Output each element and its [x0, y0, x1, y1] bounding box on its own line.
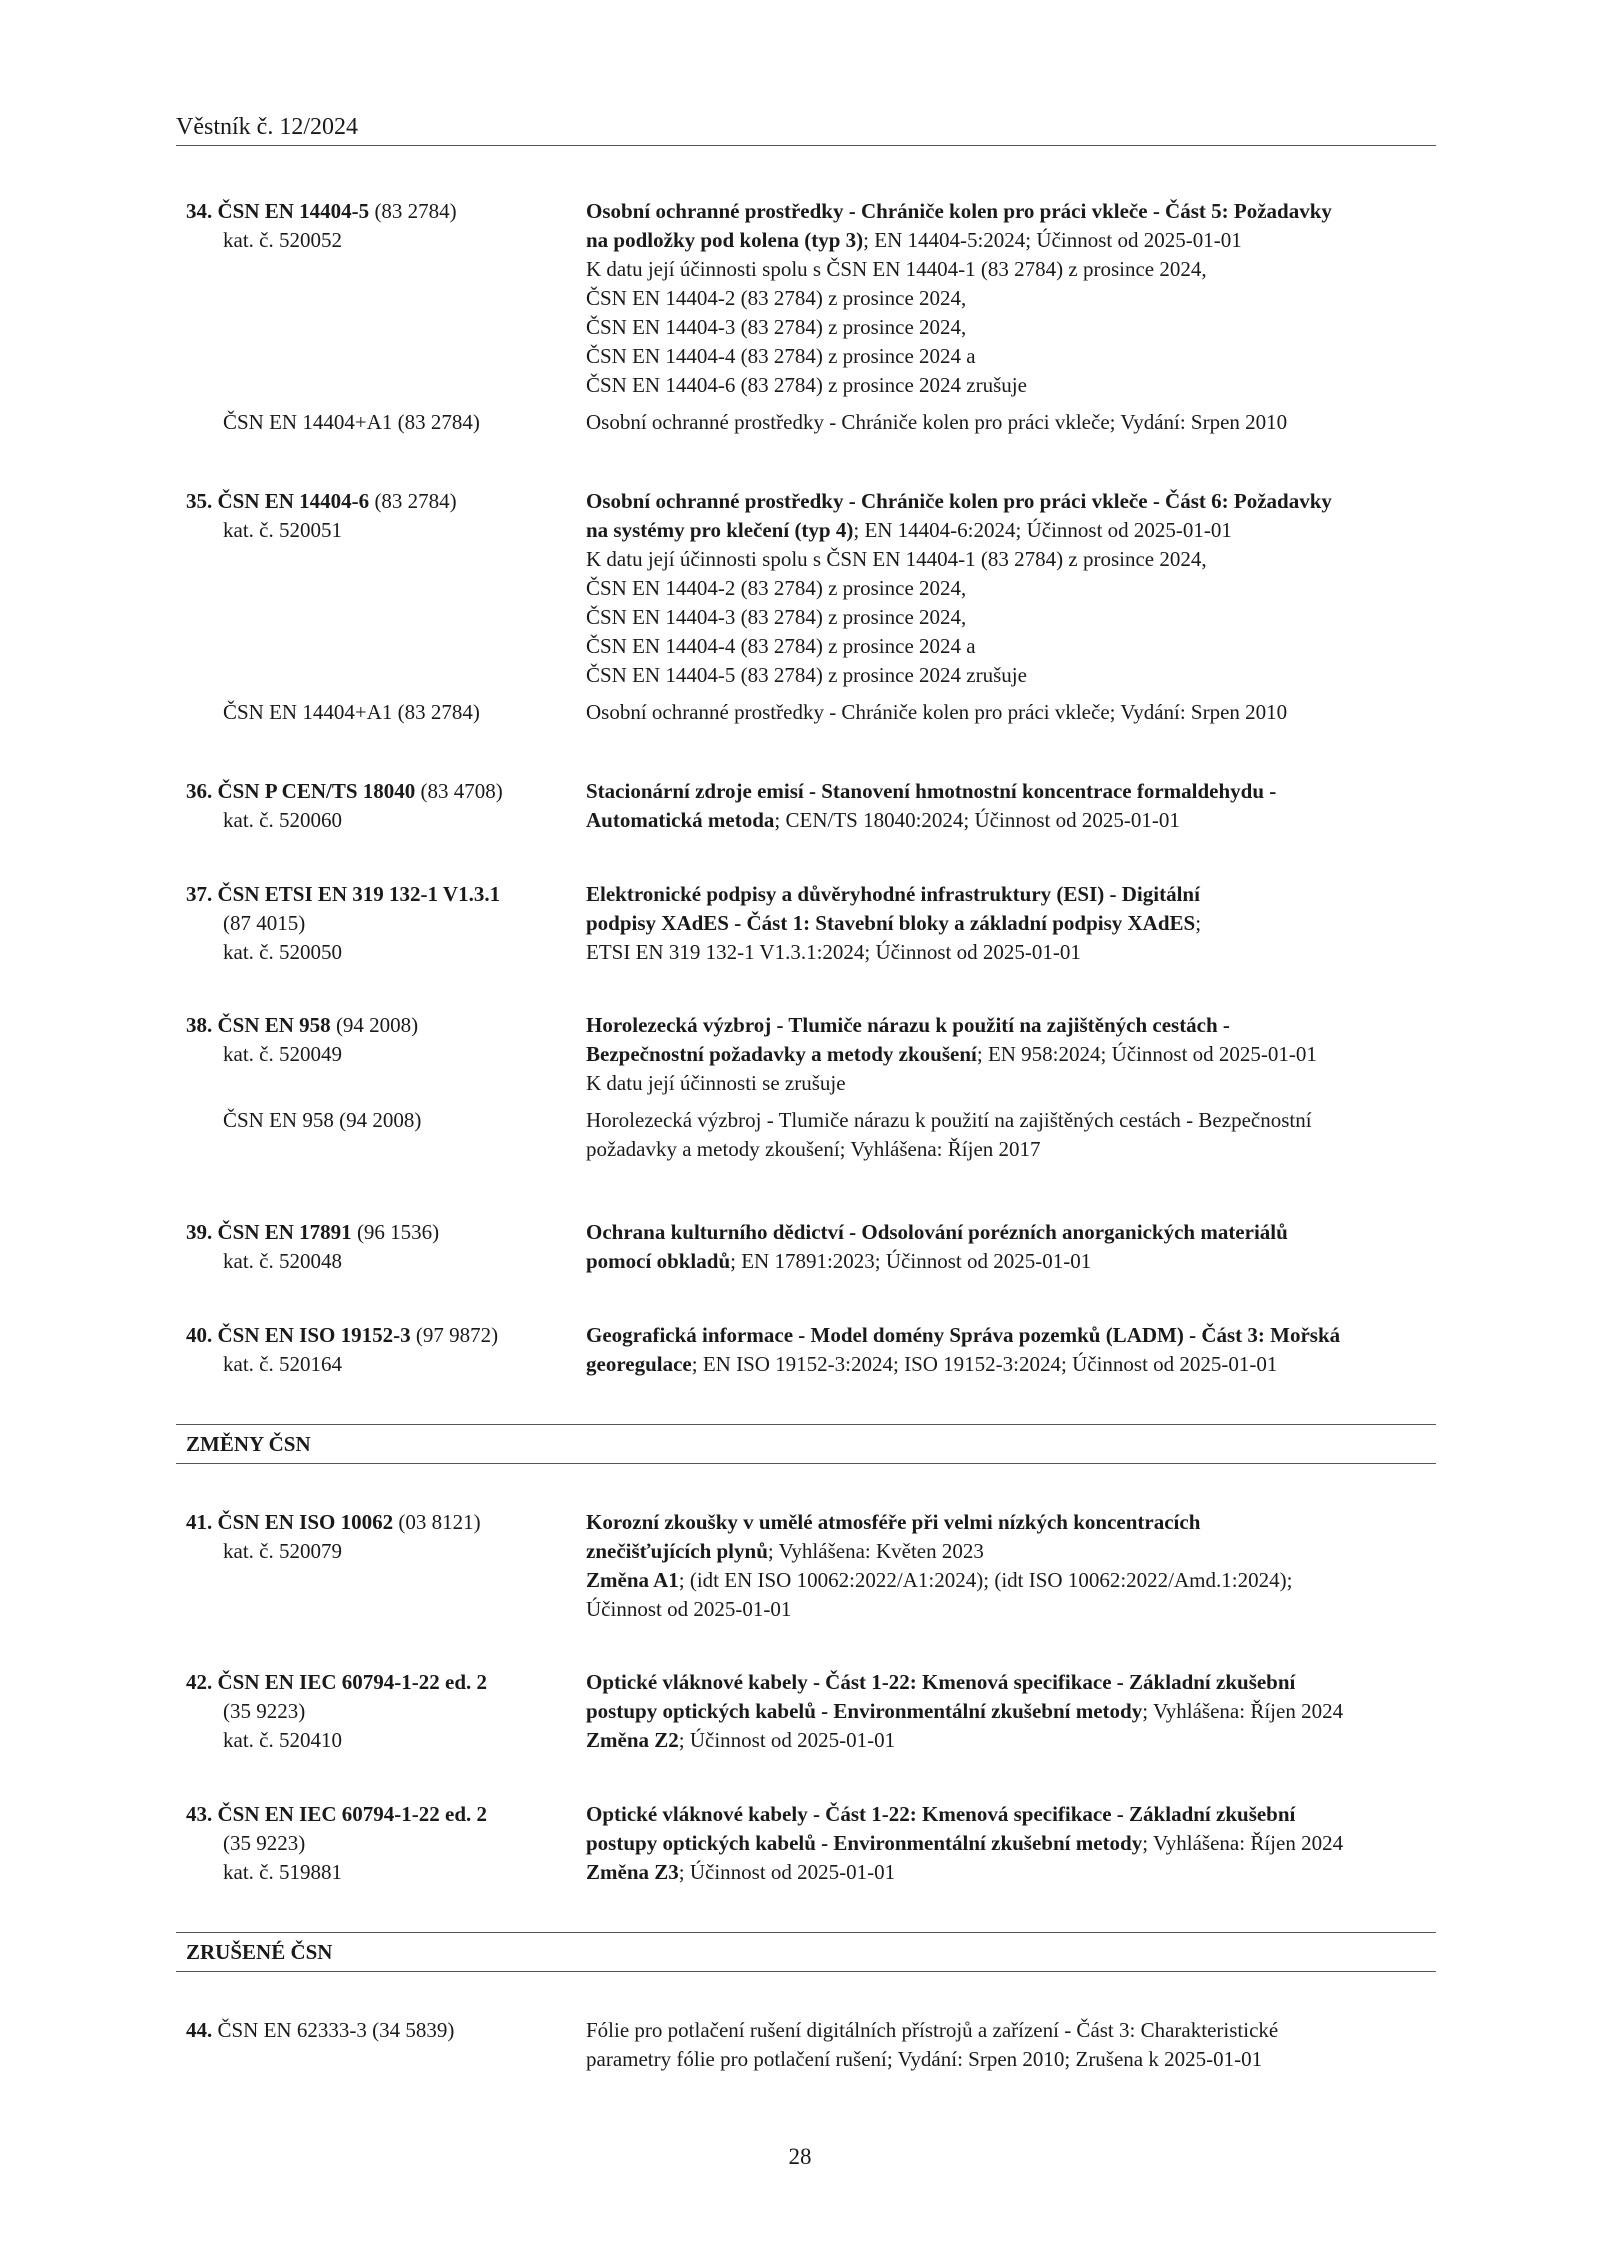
entry-description-column	[586, 1800, 1436, 1887]
description-line	[586, 603, 1436, 632]
replaced-standard-column	[186, 1106, 586, 1164]
standard-designation: ČSN EN ISO 19152-3	[217, 1323, 411, 1347]
entry-35	[186, 487, 1436, 727]
entry-description-column	[586, 880, 1436, 967]
replaced-standard: ČSN EN 14404+A1 (83 2784)	[223, 410, 480, 434]
replaced-standard-row	[186, 698, 1436, 727]
description-line	[586, 661, 1436, 690]
catalog-number: kat. č. 520079	[223, 1539, 342, 1563]
description-line	[586, 1011, 1436, 1040]
entry-description-column	[586, 487, 1436, 690]
description-text: Ochrana kulturního dědictví - Odsolování porézních anorganických materiálů	[586, 1220, 1288, 1244]
description-line	[586, 545, 1436, 574]
catalog-number: kat. č. 520049	[223, 1042, 342, 1066]
classification-code: (83 2784)	[369, 489, 457, 513]
entry-description-column	[586, 777, 1436, 835]
standard-designation: ČSN EN IEC 60794-1-22 ed. 2	[217, 1802, 488, 1826]
description-text: ; EN 17891:2023; Účinnost od 2025-01-01	[730, 1249, 1092, 1273]
replaced-standard-row	[186, 408, 1436, 437]
description-line	[586, 1508, 1436, 1537]
entry-number: 44.	[186, 2018, 218, 2042]
entry-number: 38.	[186, 1013, 218, 1037]
catalog-number: kat. č. 520164	[223, 1352, 342, 1376]
description-text: Účinnost od 2025-01-01	[586, 1597, 792, 1621]
description-text: ČSN EN 14404-5 (83 2784) z prosince 2024 zrušuje	[586, 663, 1027, 687]
description-line	[586, 1829, 1436, 1858]
description-line	[586, 197, 1436, 226]
entry-description-column	[586, 2016, 1436, 2074]
description-text: Změna Z3	[586, 1860, 679, 1884]
description-text: Korozní zkoušky v umělé atmosféře při velmi nízkých koncentracích	[586, 1510, 1201, 1534]
entry-number: 40.	[186, 1323, 218, 1347]
description-text: Osobní ochranné prostředky - Chrániče kolen pro práci vkleče - Část 5: Požadavky	[586, 199, 1332, 223]
description-text: ; (idt EN ISO 10062:2022/A1:2024); (idt ISO 10062:2022/Amd.1:2024);	[678, 1568, 1293, 1592]
description-text: georegulace	[586, 1352, 692, 1376]
description-text: Optické vláknové kabely - Část 1-22: Kmenová specifikace - Základní zkušební	[586, 1670, 1296, 1694]
standard-designation: ČSN EN ISO 10062	[217, 1510, 394, 1534]
description-line	[586, 255, 1436, 284]
catalog-number: kat. č. 520060	[223, 808, 342, 832]
replaced-description-column	[586, 1106, 1436, 1164]
entry-standard-column	[186, 1508, 586, 1624]
description-text: ČSN EN 14404-2 (83 2784) z prosince 2024,	[586, 286, 967, 310]
replaced-standard: ČSN EN 958 (94 2008)	[223, 1108, 422, 1132]
description-text: ETSI EN 319 132-1 V1.3.1:2024; Účinnost od 2025-01-01	[586, 940, 1081, 964]
description-line	[586, 1247, 1436, 1276]
entry-description-column	[586, 1668, 1436, 1755]
description-text: ČSN EN 14404-3 (83 2784) z prosince 2024,	[586, 315, 967, 339]
description-line	[586, 938, 1436, 967]
catalog-number: kat. č. 520048	[223, 1249, 342, 1273]
standard-heading	[186, 197, 586, 226]
catalog-number: kat. č. 520050	[223, 940, 342, 964]
standard-designation: ČSN EN 958	[217, 1013, 331, 1037]
description-line	[586, 342, 1436, 371]
description-line	[586, 1069, 1436, 1098]
entry-main-row	[186, 2016, 1436, 2074]
standard-heading	[186, 1800, 586, 1829]
description-line	[586, 1040, 1436, 1069]
entry-number: 35.	[186, 489, 218, 513]
page-header: Věstník č. 12/2024	[176, 114, 358, 140]
entry-44	[186, 2016, 1436, 2074]
replaced-description: požadavky a metody zkoušení; Vyhlášena: Říjen 2017	[586, 1137, 1041, 1161]
description-line	[586, 1321, 1436, 1350]
description-line	[586, 806, 1436, 835]
standard-heading	[186, 2016, 586, 2045]
section-cancelled: ZRUŠENÉ ČSN	[176, 1932, 1436, 1972]
entry-standard-column	[186, 487, 586, 690]
description-line	[586, 909, 1436, 938]
description-text: K datu její účinnosti se zrušuje	[586, 1071, 846, 1095]
standard-designation: ČSN EN 17891	[217, 1220, 352, 1244]
description-text: ;	[1195, 911, 1202, 935]
description-text: na podložky pod kolena (typ 3)	[586, 228, 864, 252]
entry-number: 39.	[186, 1220, 218, 1244]
standard-designation: ČSN EN 62333-3 (34 5839)	[217, 2018, 455, 2042]
standard-heading	[186, 1321, 586, 1350]
description-text: ČSN EN 14404-6 (83 2784) z prosince 2024 zrušuje	[586, 373, 1027, 397]
description-text: Změna Z2	[586, 1728, 679, 1752]
replaced-description-column	[586, 698, 1436, 727]
entry-36	[186, 777, 1436, 835]
entry-main-row	[186, 197, 1436, 400]
standard-heading	[186, 777, 586, 806]
description-line	[586, 487, 1436, 516]
page-number: 28	[788, 2144, 812, 2169]
entry-standard-column	[186, 197, 586, 400]
entry-main-row	[186, 1218, 1436, 1276]
catalog-number: kat. č. 520052	[223, 228, 342, 252]
description-line	[586, 1800, 1436, 1829]
replaced-description: Horolezecká výzbroj - Tlumiče nárazu k použití na zajištěných cestách - Bezpečnostní	[586, 1108, 1312, 1132]
description-text: Horolezecká výzbroj - Tlumiče nárazu k použití na zajištěných cestách -	[586, 1013, 1230, 1037]
replaced-standard-row	[186, 1106, 1436, 1164]
description-line	[586, 1218, 1436, 1247]
entry-standard-column	[186, 1668, 586, 1755]
description-text: ČSN EN 14404-4 (83 2784) z prosince 2024 a	[586, 344, 976, 368]
replaced-standard-column	[186, 698, 586, 727]
entry-standard-column	[186, 777, 586, 835]
entry-37	[186, 880, 1436, 967]
description-text: ; EN ISO 19152-3:2024; ISO 19152-3:2024; Účinnost od 2025-01-01	[691, 1352, 1278, 1376]
description-text: Optické vláknové kabely - Část 1-22: Kmenová specifikace - Základní zkušební	[586, 1802, 1296, 1826]
description-text: Automatická metoda	[586, 808, 775, 832]
classification-code: (83 2784)	[369, 199, 457, 223]
classification-code: (96 1536)	[351, 1220, 440, 1244]
entry-number: 36.	[186, 779, 218, 803]
entry-main-row	[186, 1011, 1436, 1098]
entry-43	[186, 1800, 1436, 1887]
description-line	[586, 313, 1436, 342]
classification-code: (35 9223)	[223, 1831, 306, 1855]
description-text: ČSN EN 14404-4 (83 2784) z prosince 2024 a	[586, 634, 976, 658]
replaced-standard-column	[186, 408, 586, 437]
description-line	[586, 1566, 1436, 1595]
header-rule	[176, 145, 1436, 146]
standard-heading	[186, 1011, 586, 1040]
description-text: ; Vyhlášena: Říjen 2024	[1142, 1699, 1344, 1723]
description-line	[586, 1350, 1436, 1379]
description-text: postupy optických kabelů - Environmentální zkušební metody	[586, 1831, 1143, 1855]
description-text: K datu její účinnosti spolu s ČSN EN 14404-1 (83 2784) z prosince 2024,	[586, 257, 1207, 281]
classification-code: (87 4015)	[223, 911, 306, 935]
description-line	[586, 1595, 1436, 1624]
entry-number: 42.	[186, 1670, 218, 1694]
classification-code: (03 8121)	[393, 1510, 481, 1534]
entry-number: 37.	[186, 882, 218, 906]
entry-38	[186, 1011, 1436, 1164]
entry-main-row	[186, 777, 1436, 835]
entry-standard-column	[186, 1321, 586, 1379]
entry-main-row	[186, 1508, 1436, 1624]
standard-heading	[186, 1508, 586, 1537]
classification-code: (97 9872)	[410, 1323, 499, 1347]
description-text: na systémy pro klečení (typ 4)	[586, 518, 854, 542]
entry-standard-column	[186, 1218, 586, 1276]
description-line	[586, 371, 1436, 400]
entry-number: 43.	[186, 1802, 218, 1826]
description-line	[586, 1537, 1436, 1566]
catalog-number: kat. č. 520051	[223, 518, 342, 542]
description-text: Změna A1	[586, 1568, 679, 1592]
entry-main-row	[186, 880, 1436, 967]
entry-main-row	[186, 487, 1436, 690]
description-line	[586, 777, 1436, 806]
description-text: Geografická informace - Model domény Správa pozemků (LADM) - Část 3: Mořská	[586, 1323, 1341, 1347]
entry-number: 41.	[186, 1510, 218, 1534]
description-line	[586, 1858, 1436, 1887]
entry-description-column	[586, 1321, 1436, 1379]
description-line	[586, 574, 1436, 603]
classification-code: (35 9223)	[223, 1699, 306, 1723]
standard-designation: ČSN P CEN/TS 18040	[217, 779, 416, 803]
entry-description-column	[586, 1218, 1436, 1276]
standard-heading	[186, 487, 586, 516]
description-line	[586, 1697, 1436, 1726]
description-text: ; Účinnost od 2025-01-01	[678, 1728, 896, 1752]
description-line	[586, 632, 1436, 661]
description-text: ČSN EN 14404-3 (83 2784) z prosince 2024,	[586, 605, 967, 629]
replaced-description-column	[586, 408, 1436, 437]
entry-41	[186, 1508, 1436, 1624]
description-line	[586, 516, 1436, 545]
description-text: znečišťujících plynů	[586, 1539, 768, 1563]
description-text: ; Účinnost od 2025-01-01	[678, 1860, 896, 1884]
replaced-standard: ČSN EN 14404+A1 (83 2784)	[223, 700, 480, 724]
description-text: Elektronické podpisy a důvěryhodné infrastruktury (ESI) - Digitální	[586, 882, 1200, 906]
description-text: podpisy XAdES - Část 1: Stavební bloky a základní podpisy XAdES	[586, 911, 1196, 935]
description-text: ; EN 14404-5:2024; Účinnost od 2025-01-01	[863, 228, 1242, 252]
standard-heading	[186, 880, 586, 909]
replaced-description: Osobní ochranné prostředky - Chrániče kolen pro práci vkleče; Vydání: Srpen 2010	[586, 410, 1288, 434]
description-text: pomocí obkladů	[586, 1249, 731, 1273]
description-line	[586, 284, 1436, 313]
description-text: ; CEN/TS 18040:2024; Účinnost od 2025-01-01	[774, 808, 1180, 832]
classification-code: (94 2008)	[330, 1013, 419, 1037]
entry-number: 34.	[186, 199, 218, 223]
description-line	[586, 1726, 1436, 1755]
description-text: Stacionární zdroje emisí - Stanovení hmotnostní koncentrace formaldehydu -	[586, 779, 1277, 803]
description-text: ; Vyhlášena: Květen 2023	[767, 1539, 984, 1563]
description-line	[586, 1668, 1436, 1697]
description-text: ; EN 958:2024; Účinnost od 2025-01-01	[976, 1042, 1317, 1066]
description-text: ; Vyhlášena: Říjen 2024	[1142, 1831, 1344, 1855]
standard-heading	[186, 1668, 586, 1697]
description-line	[586, 2045, 1436, 2074]
entry-main-row	[186, 1668, 1436, 1755]
entry-description-column	[586, 197, 1436, 400]
standard-designation: ČSN ETSI EN 319 132-1 V1.3.1	[217, 882, 501, 906]
entry-main-row	[186, 1800, 1436, 1887]
entry-main-row	[186, 1321, 1436, 1379]
replaced-description: Osobní ochranné prostředky - Chrániče kolen pro práci vkleče; Vydání: Srpen 2010	[586, 700, 1288, 724]
description-text: Bezpečnostní požadavky a metody zkoušení	[586, 1042, 977, 1066]
standard-designation: ČSN EN 14404-6	[217, 489, 370, 513]
description-line	[586, 2016, 1436, 2045]
standard-designation: ČSN EN 14404-5	[217, 199, 370, 223]
description-text: Fólie pro potlačení rušení digitálních přístrojů a zařízení - Část 3: Charakteristické	[586, 2018, 1279, 2042]
catalog-number: kat. č. 520410	[223, 1728, 342, 1752]
entry-standard-column	[186, 2016, 586, 2074]
description-text: postupy optických kabelů - Environmentální zkušební metody	[586, 1699, 1143, 1723]
entry-34	[186, 197, 1436, 437]
entry-description-column	[586, 1508, 1436, 1624]
entry-39	[186, 1218, 1436, 1276]
entry-description-column	[586, 1011, 1436, 1098]
standard-heading	[186, 1218, 586, 1247]
classification-code: (83 4708)	[415, 779, 503, 803]
description-text: parametry fólie pro potlačení rušení; Vydání: Srpen 2010; Zrušena k 2025-01-01	[586, 2047, 1263, 2071]
section-changes: ZMĚNY ČSN	[176, 1424, 1436, 1464]
entry-standard-column	[186, 1011, 586, 1098]
description-text: Osobní ochranné prostředky - Chrániče kolen pro práci vkleče - Část 6: Požadavky	[586, 489, 1332, 513]
entry-standard-column	[186, 880, 586, 967]
catalog-number: kat. č. 519881	[223, 1860, 342, 1884]
entry-standard-column	[186, 1800, 586, 1887]
description-line	[586, 880, 1436, 909]
description-text: ČSN EN 14404-2 (83 2784) z prosince 2024,	[586, 576, 967, 600]
entry-42	[186, 1668, 1436, 1755]
description-text: K datu její účinnosti spolu s ČSN EN 14404-1 (83 2784) z prosince 2024,	[586, 547, 1207, 571]
description-line	[586, 226, 1436, 255]
standard-designation: ČSN EN IEC 60794-1-22 ed. 2	[217, 1670, 488, 1694]
description-text: ; EN 14404-6:2024; Účinnost od 2025-01-01	[853, 518, 1232, 542]
entry-40	[186, 1321, 1436, 1379]
